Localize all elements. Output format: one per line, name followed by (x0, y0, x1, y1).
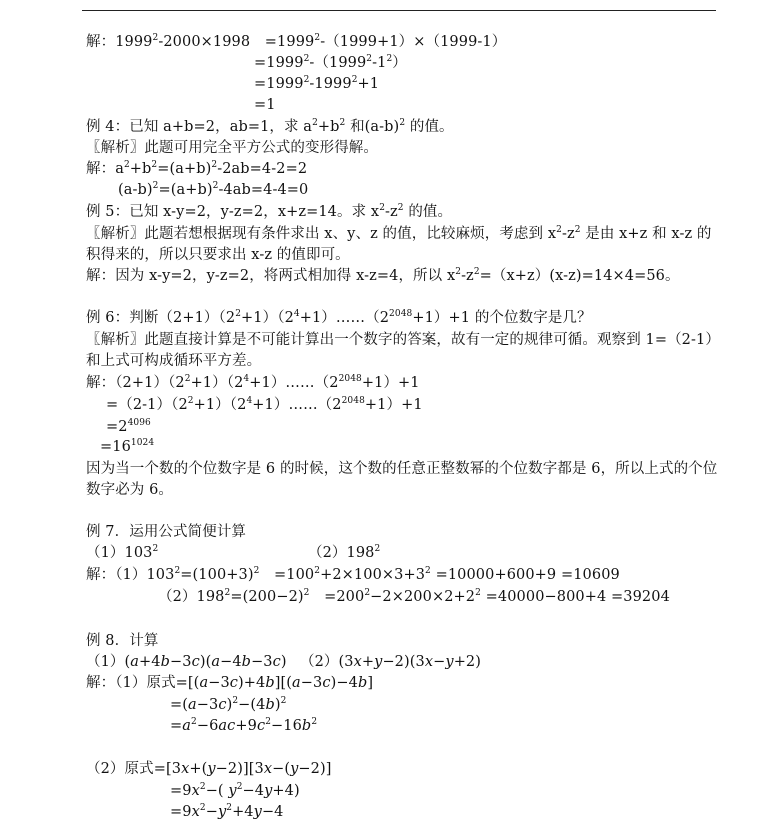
example-3-solution-line-3: $=1999^2-1999^2+1$ (254, 75, 380, 92)
example-4-title: 例 4：已知 a+b=2，ab=1，求 $a^2+b^2$ 和$(a-b)^2$ 的值。 (86, 118, 454, 135)
example-6-solution-line-2: $=(2-1)(2^2+1)(2^4+1)\dots\dots(2^{2048}+1)+1$ (106, 396, 423, 413)
example-7-title: 例 7．运用公式简便计算 (86, 524, 247, 540)
example-8-question-1: （1）(a+4b−3c)(a−4b−3c) (86, 654, 287, 670)
example-5-title: 例 5：已知 x-y=2，y-z=2，x+z=14。求 $x^2-z^2$ 的值。 (86, 203, 453, 220)
example-8-solution-2-line-3: $=9x^2-y^2+4y-4$ (170, 803, 284, 820)
example-3-solution-line-4: =1 (254, 97, 276, 113)
example-8-question-2: （2）(3x+y−2)(3x−y+2) (300, 654, 482, 670)
example-8-solution-1-line-2: $=(a-3c)^2-(4b)^2$ (170, 696, 287, 713)
example-6-solution-line-4: $=16^{1024}$ (100, 438, 155, 455)
example-6-analysis: 〖解析〗此题直接计算是不可能计算出一个数字的答案，故有一定的规律可循。观察到 1=（2-1）和上式可构成循环平方差。 (86, 332, 720, 369)
example-8-solution-2-line-1: （2）原式=[3x+(y−2)][3x−(y−2)] (86, 761, 332, 777)
example-7-solution-line-1: 解：$(1)103^2=(100+3)^2$ $=100^2+2\times 100\times 3+3^2 =10000+600+9 =10609$ (86, 566, 620, 583)
example-8-title: 例 8．计算 (86, 633, 159, 649)
example-5-solution: 解：因为 x-y=2，y-z=2，将两式相加得 x-z=4，所以 $x^2-z^2=(x+z)(x-z)=14\times 4=56$。 (86, 267, 680, 284)
top-rule (82, 10, 716, 11)
example-3-solution-line-2: $=1999^2-(1999^2-1^2)$ (254, 54, 407, 71)
example-6-title: 例 6：判断$(2+1)(2^2+1)(2^4+1)\dots\dots(2^{2048}+1)+1$ 的个位数字是几？ (86, 309, 592, 326)
example-7-question-2: $(2)198^2$ (308, 544, 381, 561)
example-8-solution-1-line-1: 解：（1）原式=[(a−3c)+4b][(a−3c)−4b] (86, 675, 374, 691)
example-4-solution-line-1: 解：$a^2+b^2=(a+b)^2-2ab=4-2=2$ (86, 160, 308, 177)
example-8-solution-1-line-3: $=a^2-6ac+9c^2-16b^2$ (170, 717, 318, 734)
example-8-solution-2-line-2: $=9x^2-$( $y^2-4y+4$) (170, 782, 300, 799)
example-6-conclusion: 因为当一个数的个位数字是 6 的时候，这个数的任意正整数幂的个位数字都是 6，所以上式的个位数字必为 6。 (86, 461, 718, 498)
example-4-solution-line-2: $(a-b)^2=(a+b)^2-4ab=4-4=0$ (118, 181, 309, 198)
example-7-solution-line-2: $(2)198^2=(200-2)^2$ $=200^2-2\times 200\times 2+2^2 =40000-800+4 =39204$ (158, 588, 670, 605)
example-6-solution-line-1: 解：$(2+1)(2^2+1)(2^4+1)\dots\dots(2^{2048}+1)+1$ (86, 374, 420, 391)
example-6-solution-line-3: $=2^{4096}$ (106, 418, 151, 435)
example-5-analysis: 〖解析〗此题若想根据现有条件求出 x、y、z 的值，比较麻烦，考虑到 $x^2-z^2$ 是由 x+z 和 x-z 的积得来的，所以只要求出 x-z 的值即可。 (86, 225, 712, 263)
example-4-analysis: 〖解析〗此题可用完全平方公式的变形得解。 (86, 140, 378, 156)
example-7-question-1: $(1)103^2$ (86, 544, 159, 561)
example-3-solution-line-1: 解：$1999^2-2000\times 1998$ $=1999^2-(1999+1)\times(1999-1)$ (86, 33, 507, 50)
